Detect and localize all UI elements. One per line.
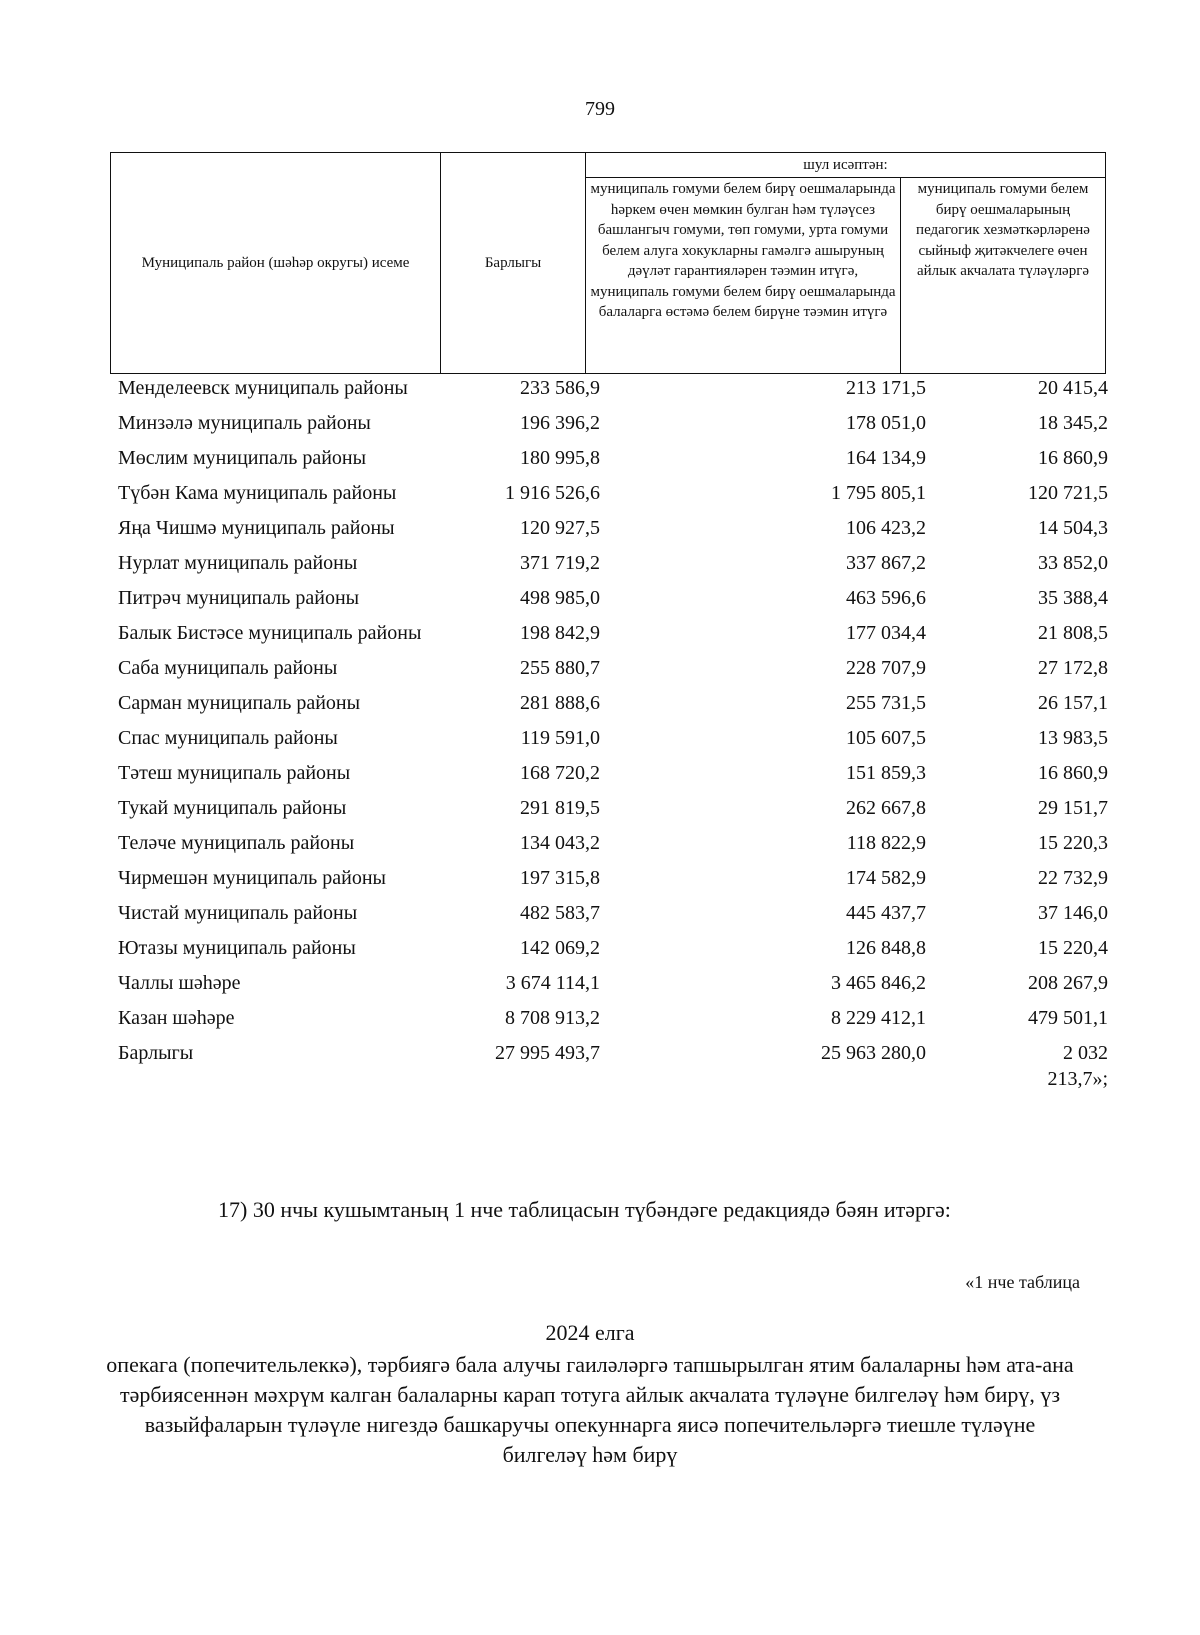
row-total: 3 674 114,1	[505, 972, 600, 994]
row-total: 168 720,2	[520, 762, 600, 784]
table-row	[118, 900, 1108, 926]
row-col-b: 26 157,1	[1038, 692, 1108, 714]
row-col-a: 262 667,8	[846, 797, 926, 819]
row-col-b: 13 983,5	[1038, 727, 1108, 749]
row-name: Менделеевск муниципаль районы	[118, 377, 408, 399]
table-row	[118, 725, 1108, 751]
table-row	[118, 620, 1108, 646]
row-col-b: 29 151,7	[1038, 797, 1108, 819]
row-total: 233 586,9	[520, 377, 600, 399]
table-row	[118, 1040, 1108, 1092]
row-total: 180 995,8	[520, 447, 600, 469]
table-row	[118, 445, 1108, 471]
row-col-a: 151 859,3	[846, 762, 926, 784]
row-col-a: 1 795 805,1	[831, 482, 926, 504]
row-col-a: 174 582,9	[846, 867, 926, 889]
paragraph: 17) 30 нчы кушымтаның 1 нче таблицасын түбәндәге редакциядә бәян итәргә:	[218, 1197, 951, 1222]
row-col-a: 463 596,6	[846, 587, 926, 609]
row-col-a: 3 465 846,2	[831, 972, 926, 994]
row-col-b: 21 808,5	[1038, 622, 1108, 644]
row-col-b: 15 220,4	[1038, 937, 1108, 959]
header-total: Барлыгы	[441, 153, 586, 374]
row-name: Балык Бистәсе муниципаль районы	[118, 622, 422, 644]
table-row	[118, 375, 1108, 401]
subtitle: опекага (попечительлеккә), тәрбиягә бала алучы гаиләләргә тапшырылган ятим балаларны һәм ата-ана тәрбиясеннән мәхрүм калган балаларны карап тотуга айлык акчалата түләүне билгеләү һәм бирү, үз вазыйфаларын түләүле нигездә башкаручы опекуннарга яисә попечительләргә тиешле түләүне билгеләү һәм бирү	[106, 1352, 1074, 1467]
row-total: 142 069,2	[520, 937, 600, 959]
row-total: 134 043,2	[520, 832, 600, 854]
row-name: Питрәч муниципаль районы	[118, 587, 360, 609]
table-row	[118, 935, 1108, 961]
table-row	[118, 970, 1108, 996]
row-col-b: 14 504,3	[1038, 517, 1108, 539]
table-row	[118, 1005, 1108, 1031]
row-col-b: 35 388,4	[1038, 587, 1108, 609]
row-col-a: 126 848,8	[846, 937, 926, 959]
row-col-a: 25 963 280,0	[821, 1042, 926, 1064]
row-col-a: 106 423,2	[846, 517, 926, 539]
row-col-a: 255 731,5	[846, 692, 926, 714]
row-total: 1 916 526,6	[505, 482, 600, 504]
row-name: Саба муниципаль районы	[118, 657, 338, 679]
table-row	[118, 585, 1108, 611]
table-label: «1 нче таблица	[965, 1272, 1080, 1292]
table-header	[110, 152, 1106, 374]
row-col-a: 337 867,2	[846, 552, 926, 574]
header-col-b: муниципаль гомуми белем бирү оешмаларының педагогик хезмәткәрләренә сыйныф җитәкчелеге өчен айлык акчалата түләүләргә	[901, 178, 1106, 374]
table-row	[118, 865, 1108, 891]
row-col-b: 27 172,8	[1038, 657, 1108, 679]
table-body	[118, 375, 1108, 1092]
row-total: 291 819,5	[520, 797, 600, 819]
row-total: 482 583,7	[520, 902, 600, 924]
row-total: 198 842,9	[520, 622, 600, 644]
row-total: 119 591,0	[520, 727, 600, 749]
row-col-a: 105 607,5	[846, 727, 926, 749]
row-name: Чаллы шәһәре	[118, 972, 241, 994]
row-col-a: 445 437,7	[846, 902, 926, 924]
row-col-b: 20 415,4	[1038, 377, 1108, 399]
row-name: Түбән Кама муниципаль районы	[118, 482, 397, 504]
row-name: Спас муниципаль районы	[118, 727, 338, 749]
table-row	[118, 410, 1108, 436]
row-name: Минзәлә муниципаль районы	[118, 412, 371, 434]
row-name: Сарман муниципаль районы	[118, 692, 361, 714]
row-name: Казан шәһәре	[118, 1007, 235, 1029]
row-name: Теләче муниципаль районы	[118, 832, 355, 854]
table-row	[118, 795, 1108, 821]
header-col-a: муниципаль гомуми белем бирү оешмаларында һәркем өчен мөмкин булган һәм түләүсез башлангыч гомуми, төп гомуми, урта гомуми белем алуга хокукларны гамәлгә ашыруның дәүләт гарантияләрен тәэмин итүгә, муниципаль гомуми белем бирү оешмаларында балаларга өстәмә белем бирүне тәэмин итүгә	[586, 178, 901, 374]
row-col-b: 16 860,9	[1038, 762, 1108, 784]
row-total: 120 927,5	[520, 517, 600, 539]
row-col-b: 18 345,2	[1038, 412, 1108, 434]
row-col-a: 178 051,0	[846, 412, 926, 434]
table-row	[118, 760, 1108, 786]
row-name: Барлыгы	[118, 1042, 194, 1064]
row-col-b: 33 852,0	[1038, 552, 1108, 574]
row-col-b: 22 732,9	[1038, 867, 1108, 889]
table-row	[118, 655, 1108, 681]
row-col-a: 8 229 412,1	[831, 1007, 926, 1029]
page-number: 799	[585, 98, 615, 120]
row-total: 371 719,2	[520, 552, 600, 574]
row-total: 196 396,2	[520, 412, 600, 434]
row-name: Чирмешән муниципаль районы	[118, 867, 386, 889]
row-total: 27 995 493,7	[495, 1042, 600, 1064]
row-name: Мөслим муниципаль районы	[118, 447, 367, 469]
row-total: 8 708 913,2	[505, 1007, 600, 1029]
row-name: Ютазы муниципаль районы	[118, 937, 356, 959]
row-total: 281 888,6	[520, 692, 600, 714]
row-name: Тәтеш муниципаль районы	[118, 762, 351, 784]
row-col-b: 37 146,0	[1038, 902, 1108, 924]
row-col-a: 164 134,9	[846, 447, 926, 469]
table-row	[118, 550, 1108, 576]
row-col-a: 228 707,9	[846, 657, 926, 679]
row-col-b: 208 267,9	[1028, 972, 1108, 994]
table-row	[118, 690, 1108, 716]
row-col-b: 16 860,9	[1038, 447, 1108, 469]
row-name: Тукай муниципаль районы	[118, 797, 347, 819]
row-col-a: 177 034,4	[846, 622, 926, 644]
row-col-b: 120 721,5	[1028, 482, 1108, 504]
header-including: шул исәптән:	[586, 153, 1106, 178]
row-name: Нурлат муниципаль районы	[118, 552, 358, 574]
row-col-a: 213 171,5	[846, 377, 926, 399]
row-total: 197 315,8	[520, 867, 600, 889]
row-col-b: 479 501,1	[1028, 1007, 1108, 1029]
row-name: Яңа Чишмә муниципаль районы	[118, 517, 395, 539]
row-col-b: 2 032 213,7»;	[1047, 1042, 1108, 1090]
row-total: 498 985,0	[520, 587, 600, 609]
row-col-a: 118 822,9	[846, 832, 926, 854]
table-row	[118, 480, 1108, 506]
row-name: Чистай муниципаль районы	[118, 902, 358, 924]
year-title: 2024 елга	[545, 1320, 635, 1345]
row-col-b: 15 220,3	[1038, 832, 1108, 854]
row-total: 255 880,7	[520, 657, 600, 679]
table-row	[118, 830, 1108, 856]
table-row	[118, 515, 1108, 541]
header-name: Муниципаль район (шәһәр округы) исеме	[111, 153, 441, 374]
